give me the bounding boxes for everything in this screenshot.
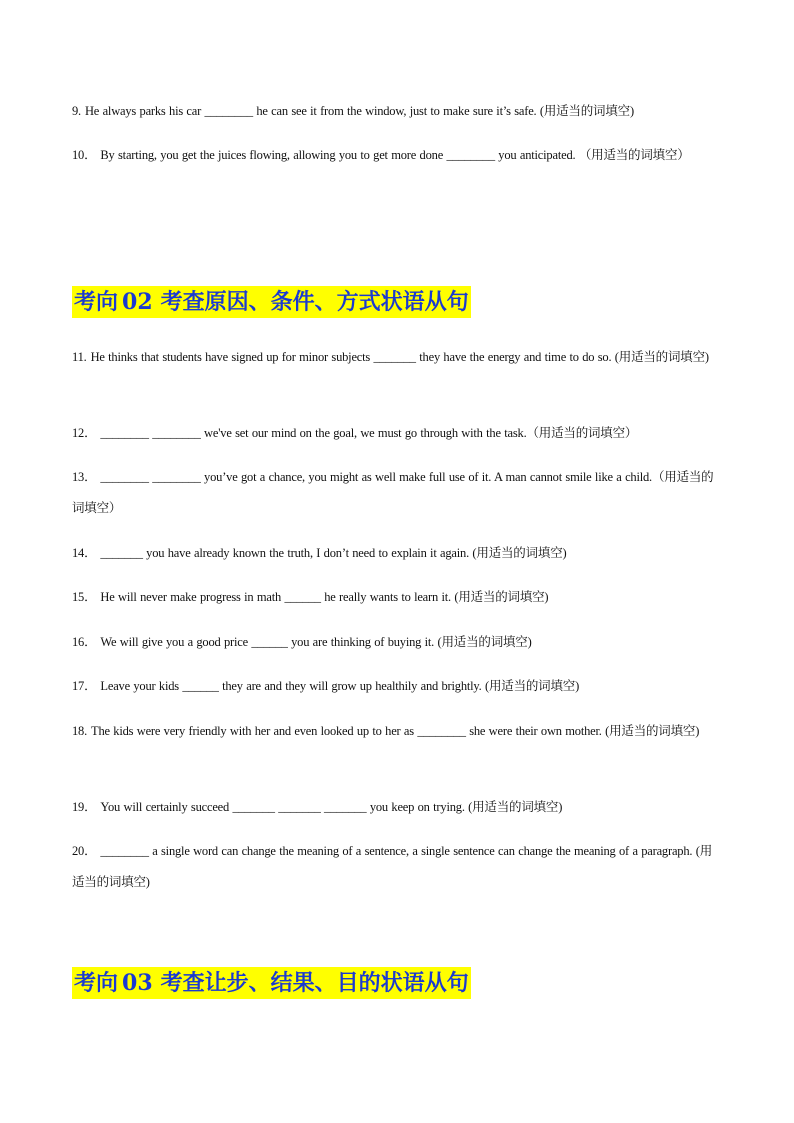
question-number: 13． — [72, 470, 97, 484]
section-heading-03 — [72, 967, 471, 999]
section-number: 03 — [122, 970, 153, 996]
question-10 — [72, 140, 724, 171]
question-text: He will never make progress in math ______ he really wants to learn it. (用适当的词填空) — [100, 590, 549, 604]
question-text: You will certainly succeed _______ _______ _______ you keep on trying. (用适当的词填空) — [100, 800, 563, 814]
question-number: 12． — [72, 426, 97, 440]
section-title: 考查原因、条件、方式状语从句 — [160, 289, 469, 315]
question-text: By starting, you get the juices flowing, allowing you to get more done ________ you anticipated. （用适当的词填空） — [100, 148, 690, 162]
question-text: He always parks his car ________ he can see it from the window, just to make sure it’s safe. (用适当的词填空) — [84, 104, 634, 118]
question-number: 15． — [72, 590, 97, 604]
question-text: He thinks that students have signed up for minor subjects _______ they have the energy and time to do so. (用适当的词填空) — [90, 350, 709, 364]
question-number: 10． — [72, 148, 97, 162]
question-number: 19． — [72, 800, 97, 814]
question-text: _______ you have already known the truth, I don’t need to explain it again. (用适当的词填空) — [100, 546, 567, 560]
section-title: 考查让步、结果、目的状语从句 — [160, 970, 469, 996]
question-text: ________ a single word can change the meaning of a sentence, a single sentence can change the meaning of a paragraph. (用适当的词填空) — [72, 844, 713, 889]
question-number: 18. — [72, 724, 88, 738]
question-11 — [72, 342, 724, 373]
question-9 — [72, 96, 724, 127]
question-17 — [72, 671, 724, 702]
question-18 — [72, 716, 724, 747]
question-number: 14． — [72, 546, 97, 560]
question-number: 16． — [72, 635, 97, 649]
section-prefix: 考向 — [74, 289, 119, 315]
section-prefix: 考向 — [74, 970, 119, 996]
question-text: ________ ________ you’ve got a chance, you might as well make full use of it. A man cannot smile like a child.（用适当的词填空） — [72, 470, 714, 515]
question-20 — [72, 836, 724, 898]
question-number: 17． — [72, 679, 97, 693]
question-number: 9. — [72, 104, 81, 118]
section-heading-02 — [72, 286, 471, 318]
question-number: 11. — [72, 350, 87, 364]
question-text: The kids were very friendly with her and even looked up to her as ________ she were their own mother. (用适当的词填空) — [91, 724, 700, 738]
question-19 — [72, 792, 724, 823]
question-16 — [72, 627, 724, 658]
question-text: ________ ________ we've set our mind on the goal, we must go through with the task.（用适当的词填空） — [100, 426, 638, 440]
question-13 — [72, 462, 724, 524]
question-14 — [72, 538, 724, 569]
question-number: 20． — [72, 844, 97, 858]
section-number: 02 — [122, 289, 153, 315]
question-12 — [72, 418, 724, 449]
question-15 — [72, 582, 724, 613]
question-text: We will give you a good price ______ you are thinking of buying it. (用适当的词填空) — [100, 635, 532, 649]
question-text: Leave your kids ______ they are and they will grow up healthily and brightly. (用适当的词填空) — [100, 679, 580, 693]
